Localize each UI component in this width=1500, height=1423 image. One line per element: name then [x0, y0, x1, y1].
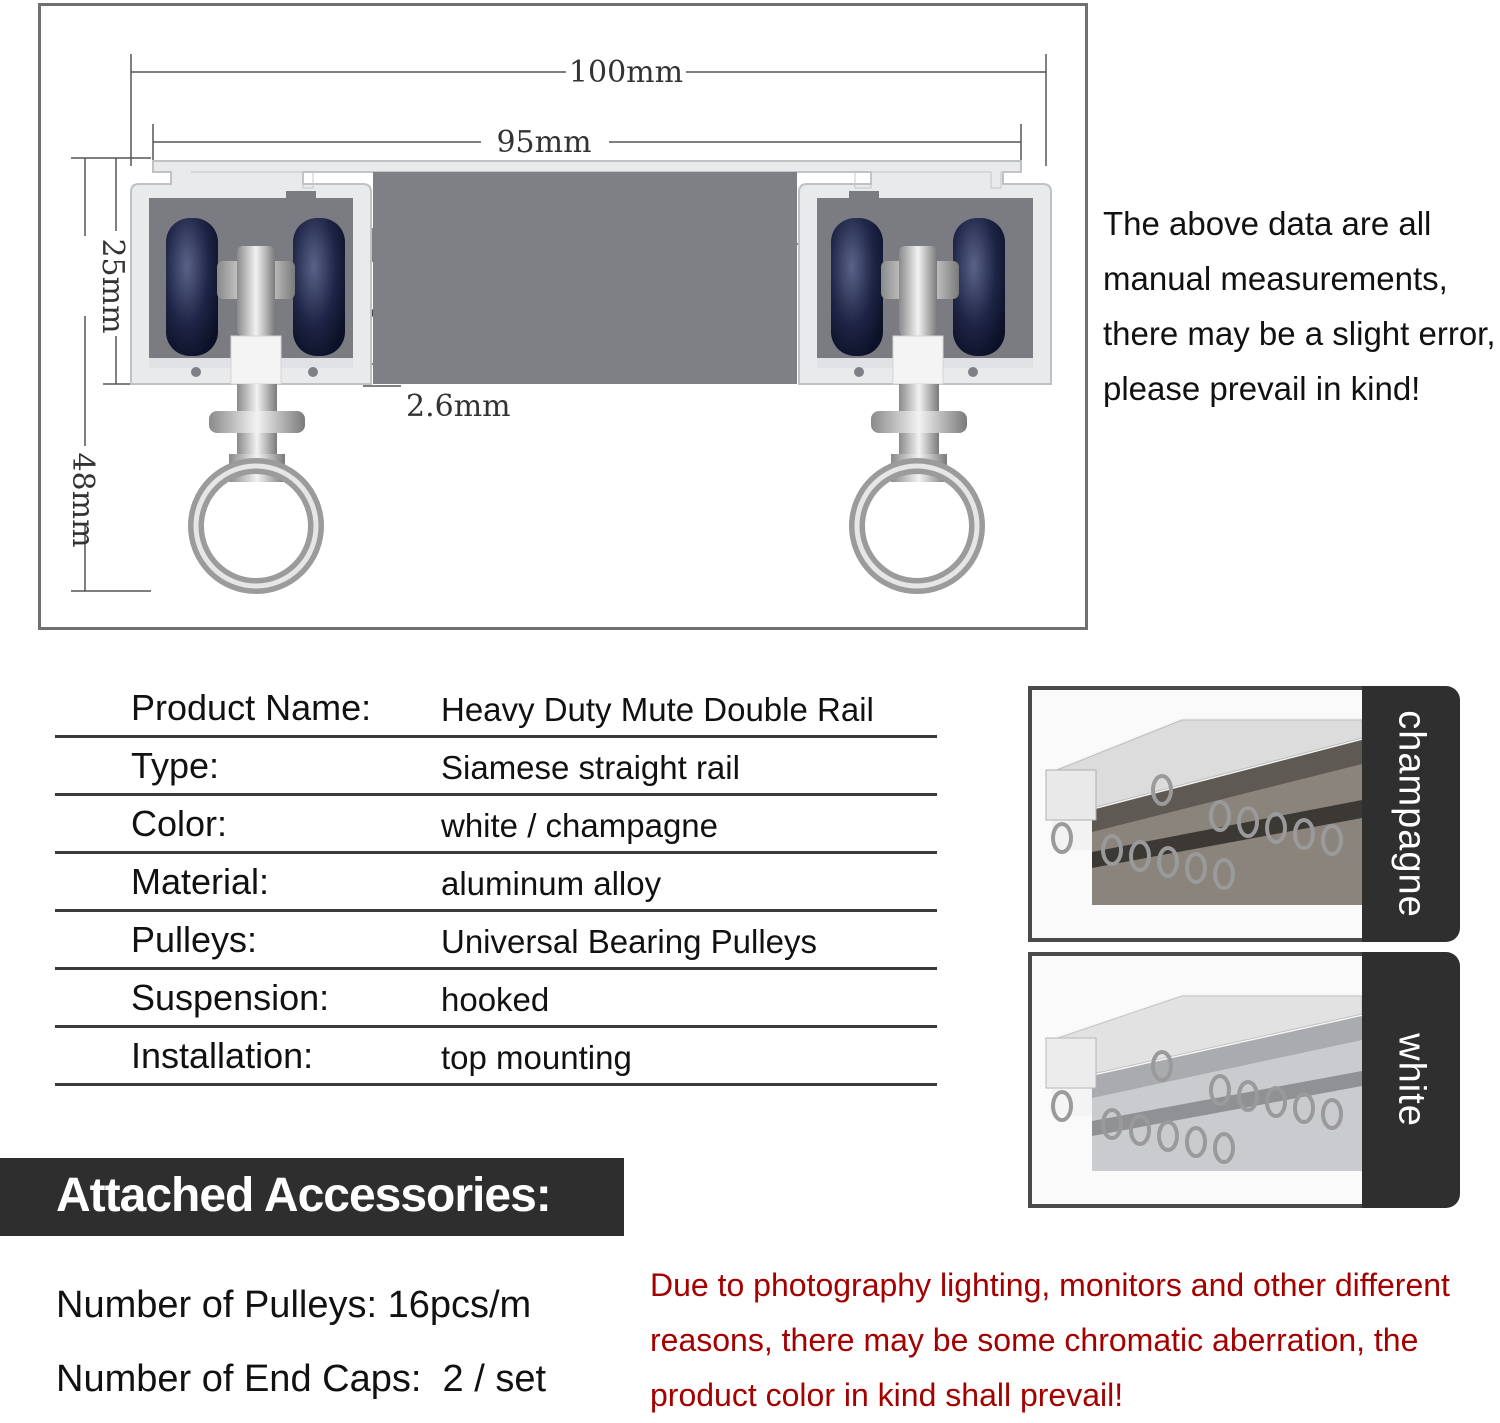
spec-label: Installation: — [131, 1035, 314, 1076]
variant-tag-white — [1362, 952, 1460, 1208]
spec-row-installation — [55, 1028, 937, 1086]
spec-table — [55, 680, 937, 1086]
pulley-left-icon — [166, 218, 345, 586]
dim-rail-height: 25mm — [95, 238, 130, 334]
spec-row-pulleys — [55, 912, 937, 970]
champagne-rail-photo — [1028, 686, 1366, 942]
spec-row-suspension — [55, 970, 937, 1028]
spec-label: Pulleys: — [131, 919, 258, 960]
spec-label: Suspension: — [131, 977, 330, 1018]
dim-total-height: 48mm — [65, 452, 100, 548]
accessories-title: Attached Accessories: — [56, 1169, 551, 1222]
rail-with-hooks-icon — [1032, 956, 1362, 1204]
spec-label: Type: — [131, 745, 220, 786]
spec-row-color — [55, 796, 937, 854]
spec-value: aluminum alloy — [441, 865, 662, 902]
spec-value: top mounting — [441, 1039, 632, 1076]
spec-row-type — [55, 738, 937, 796]
variant-tag-champagne — [1362, 686, 1460, 942]
spec-label: Color: — [131, 803, 228, 844]
rail-with-hooks-icon — [1032, 690, 1362, 938]
variant-white — [1028, 952, 1460, 1212]
end-cap-count: Number of End Caps: 2 / set — [56, 1358, 547, 1400]
dim-inner-width: 95mm — [496, 125, 592, 160]
measurement-note: The above data are all manual measurements, there may be a slight error, please prevail in kind! — [1103, 205, 1496, 407]
spec-row-product-name — [55, 680, 937, 738]
spec-value: white / champagne — [441, 807, 719, 844]
variant-champagne — [1028, 686, 1460, 946]
cross-section-drawing — [41, 6, 1085, 627]
spec-value: Siamese straight rail — [441, 749, 740, 786]
variant-label: champagne — [1390, 710, 1433, 918]
dim-base-thickness: 2.6mm — [406, 389, 511, 424]
white-rail-photo — [1028, 952, 1366, 1208]
spec-label: Product Name: — [131, 687, 372, 728]
variant-label: white — [1390, 1033, 1433, 1127]
spec-value: Universal Bearing Pulleys — [441, 923, 818, 960]
pulley-right-icon — [831, 218, 1005, 586]
accessories-banner — [0, 1158, 624, 1236]
spec-value: hooked — [441, 981, 550, 1018]
color-disclaimer: Due to photography lighting, monitors and other different reasons, there may be some chromatic aberration, the product color in kind shall prevail! — [650, 1267, 1450, 1413]
dim-overall-width: 100mm — [568, 55, 684, 90]
spec-label: Material: — [131, 861, 270, 902]
pulley-count: Number of Pulleys: 16pcs/m — [56, 1284, 532, 1326]
spec-row-material — [55, 854, 937, 912]
spec-value: Heavy Duty Mute Double Rail — [441, 691, 874, 728]
rail-cross-section-diagram — [38, 3, 1088, 630]
